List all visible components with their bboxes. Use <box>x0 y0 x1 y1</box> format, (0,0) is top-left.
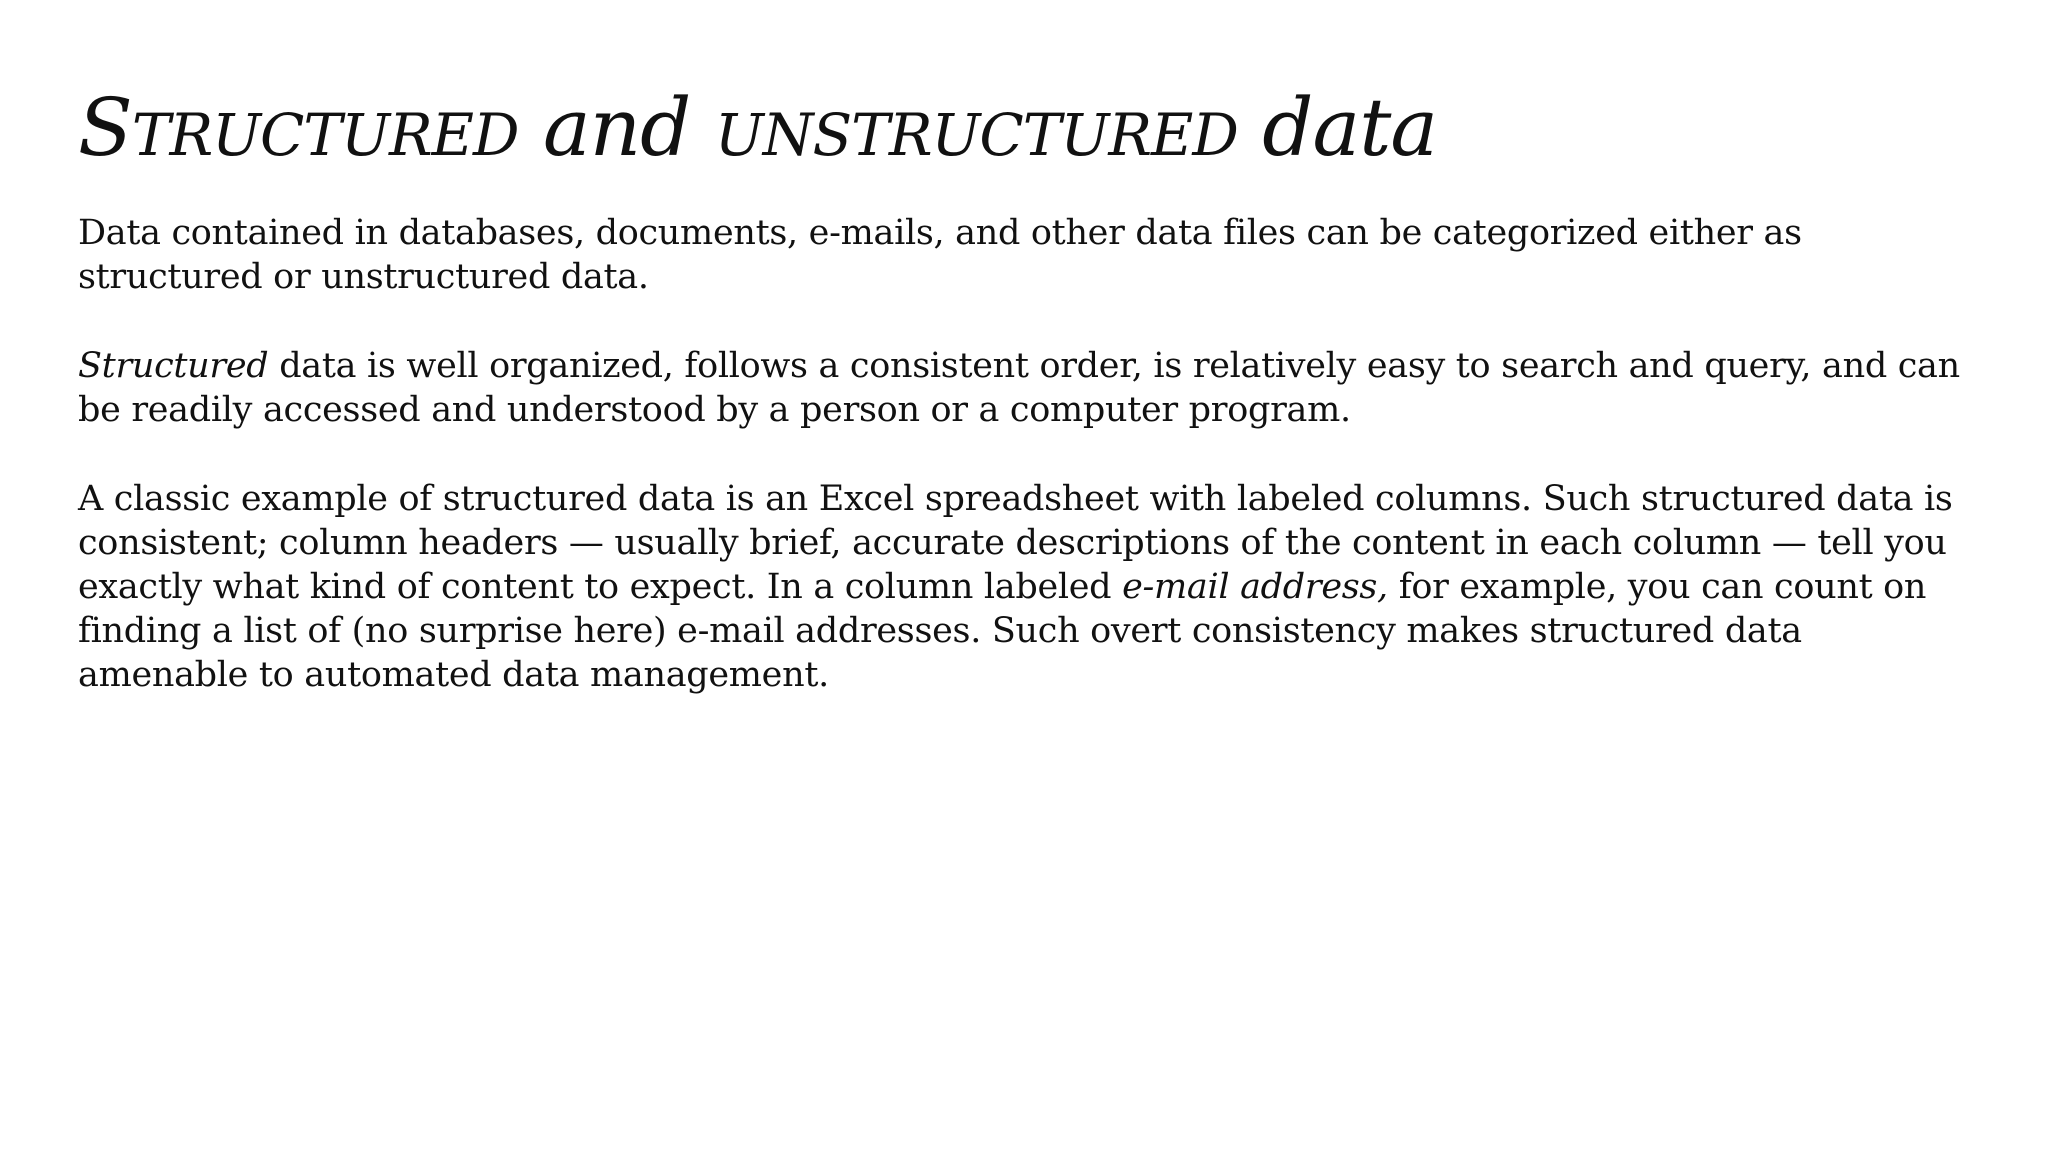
title-unstructured: UNSTRUCTURED <box>714 101 1238 169</box>
term-email-address: e-mail address, <box>1122 567 1388 607</box>
term-structured: Structured <box>78 346 269 386</box>
paragraph-structured-definition <box>78 344 1978 432</box>
paragraph-excel-text-b: for example, you can count on finding a list of (no surprise here) e-mail addresses. Such overt consistency makes structured data amenable to automated data management. <box>78 567 1927 695</box>
paragraph-structured-text: data is well organized, follows a consistent order, is relatively easy to search and query, and can be readily accessed and understood by a person or a computer program. <box>78 346 1960 430</box>
title-structured-rest: TRUCTURED <box>131 101 519 169</box>
paragraph-excel-text-a: A classic example of structured data is an Excel spreadsheet with labeled columns. Such structured data is consistent; column headers — usually brief, accurate descriptions of the content in each column — tell you exactly what kind of content to expect. In a column labeled <box>78 479 1953 607</box>
title-data: data <box>1237 81 1438 174</box>
title-and: and <box>518 81 715 174</box>
paragraph-excel-example <box>78 477 1978 697</box>
document-page <box>78 78 1978 742</box>
paragraph-intro: Data contained in databases, documents, e-mails, and other data files can be categorized either as structured or unstructured data. <box>78 213 1802 297</box>
title-structured-initial: S <box>78 81 132 174</box>
page-title <box>78 78 1978 185</box>
